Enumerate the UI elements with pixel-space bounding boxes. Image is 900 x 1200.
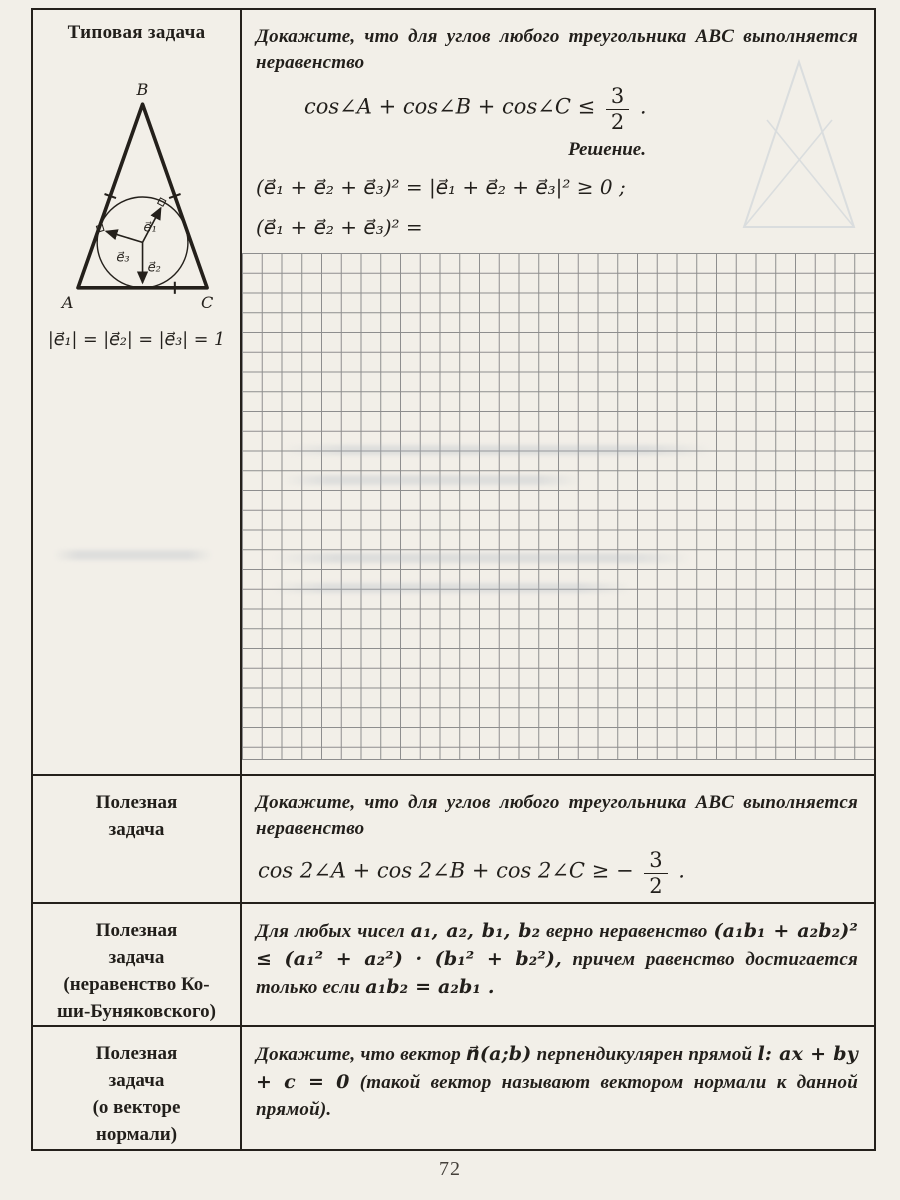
e3-label: e⃗₃ xyxy=(115,250,130,266)
task-type-label: Типовая задача xyxy=(67,22,206,43)
problem-statement: Докажите, что вектор n⃗(a;b) перпендикулярен прямой l: ax + by + c = 0 (такой вектор называют вектором нормали к данной прямой). xyxy=(256,1043,858,1121)
vector-e3 xyxy=(106,231,142,242)
task-type-label: Полезная задача (о векторе нормали) xyxy=(92,1043,181,1146)
row4-right-cell xyxy=(242,1027,874,1149)
row3-left-cell xyxy=(33,904,242,1025)
cos2-inequality-formula xyxy=(258,847,858,898)
row4-left-cell xyxy=(33,1027,242,1149)
formula-tail: . xyxy=(678,858,685,883)
answer-grid xyxy=(242,253,874,760)
bleed-through-smudge xyxy=(53,550,213,560)
vertex-c-label: C xyxy=(200,292,213,312)
task-type-label: Полезная задача (неравенство Ко- ши-Буняковского) xyxy=(57,920,216,1023)
problem-statement: Докажите, что для углов любого треугольника ABC выполняется неравенство xyxy=(256,26,858,74)
worksheet-table xyxy=(31,8,876,1151)
e1-label: e⃗₁ xyxy=(143,220,157,236)
formula-lhs: cos∠A + cos∠B + cos∠C ≤ xyxy=(304,94,596,119)
unit-vectors-formula: |e⃗₁| = |e⃗₂| = |e⃗₃| = 1 xyxy=(47,330,226,350)
triangle-incircle-figure xyxy=(53,78,221,312)
row2-left-cell xyxy=(33,776,242,903)
bleed-through-smudge xyxy=(272,583,632,593)
problem-statement: Докажите, что для углов любого треугольника ABC выполняется неравенство xyxy=(256,791,858,839)
row3-right-cell xyxy=(242,904,874,1025)
row-useful-task-cauchy xyxy=(33,904,874,1027)
page-number: 72 xyxy=(439,1158,461,1180)
fraction-three-halves: $\frac{3}{2}$ xyxy=(606,86,629,133)
task-type-label: Полезная задача xyxy=(95,791,178,840)
work-line-1: (e⃗₁ + e⃗₂ + e⃗₃)² = |e⃗₁ + e⃗₂ + e⃗₃|² ≥ 0 ; xyxy=(256,175,626,200)
row1-right-cell xyxy=(242,10,874,774)
formula-lhs: cos 2∠A + cos 2∠B + cos 2∠C ≥ − xyxy=(258,858,634,883)
vertex-b-label: B xyxy=(135,80,148,100)
bleed-through-smudge xyxy=(282,475,582,485)
vertex-a-label: A xyxy=(61,292,74,312)
formula-tail: . xyxy=(639,94,647,119)
row2-right-cell xyxy=(242,776,874,903)
row-useful-task-1 xyxy=(33,776,874,905)
row1-left-cell xyxy=(33,10,242,774)
e2-label: e⃗₂ xyxy=(147,260,161,276)
row-useful-task-normal-vector xyxy=(33,1027,874,1149)
bleed-through-triangle xyxy=(734,52,864,242)
fraction-three-halves: $\frac{3}{2}$ xyxy=(644,850,667,897)
work-line-2: (e⃗₁ + e⃗₂ + e⃗₃)² = xyxy=(256,215,423,240)
bleed-through-smudge xyxy=(282,445,712,455)
bleed-through-smudge xyxy=(272,553,692,563)
problem-statement: Для любых чисел a₁, a₂, b₁, b₂ верно неравенство (a₁b₁ + a₂b₂)² ≤ (a₁² + a₂²) · (b₁² + b₂²), причем равенство достигается только если a₁b₂ = a₂b₁ . xyxy=(256,920,858,999)
solution-label: Решение. xyxy=(568,139,646,161)
row-typical-task xyxy=(33,10,874,776)
right-angle-mark-1 xyxy=(157,198,165,206)
